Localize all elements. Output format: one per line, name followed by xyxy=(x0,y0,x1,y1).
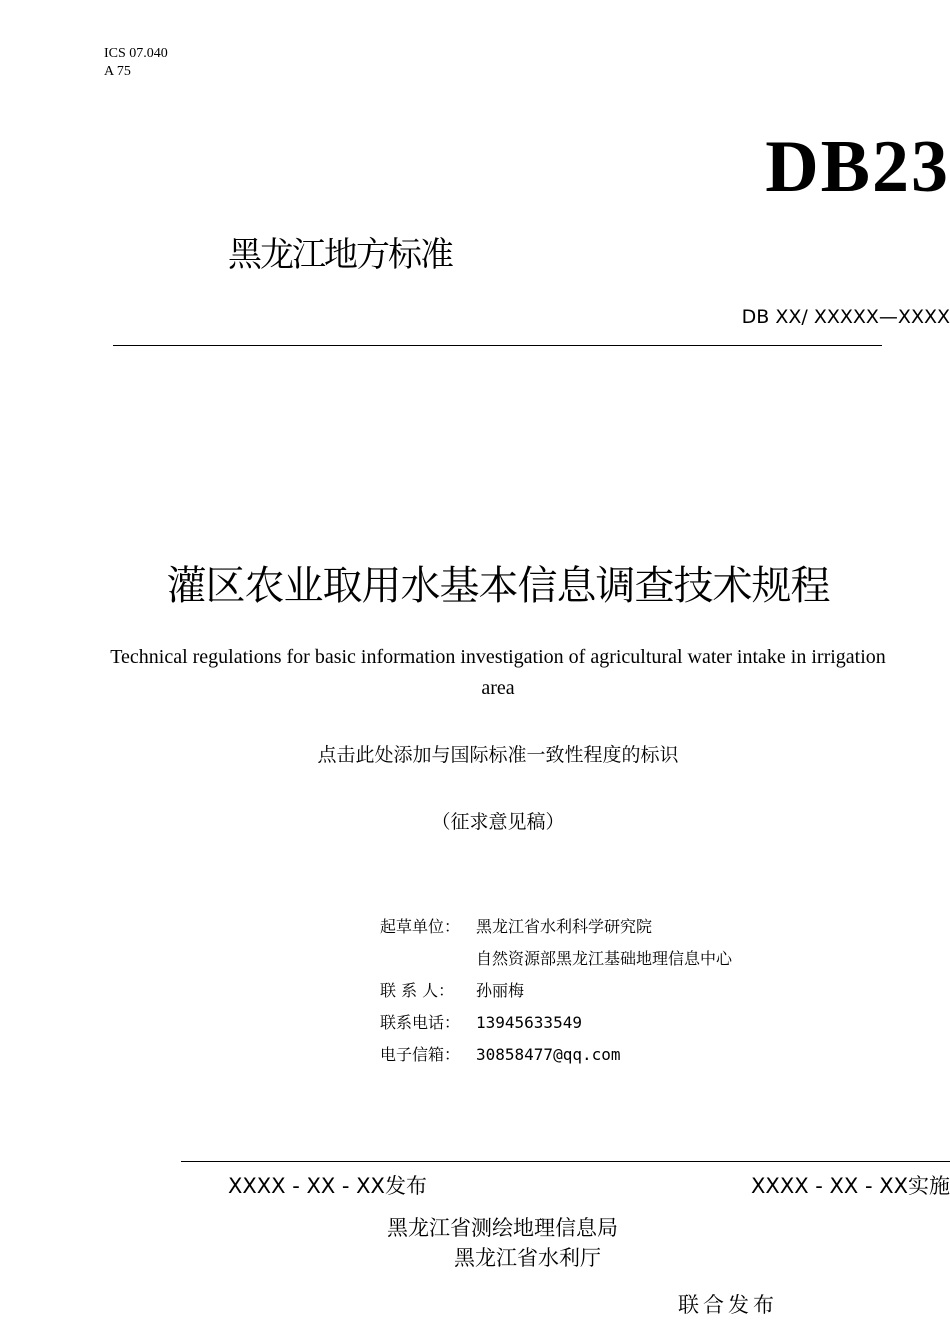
issuer-2: 黑龙江省水利厅 xyxy=(454,1246,601,1270)
phone-row xyxy=(380,1012,582,1034)
db-code: DB23 xyxy=(765,126,950,208)
consistency-note[interactable]: 点击此处添加与国际标准一致性程度的标识 xyxy=(317,744,679,766)
email-label: 电子信箱： xyxy=(380,1045,461,1064)
drafting-unit-row xyxy=(380,916,652,938)
ccs-code: A 75 xyxy=(104,64,131,79)
joint-release-label: 联合发布 xyxy=(678,1293,778,1317)
header-rule xyxy=(113,345,882,346)
contact-name: 孙丽梅 xyxy=(476,981,525,1000)
drafting-unit-label: 起草单位： xyxy=(380,917,461,936)
issuer-1: 黑龙江省测绘地理信息局 xyxy=(387,1216,618,1240)
local-standard-label: 黑龙江地方标准 xyxy=(228,235,452,275)
drafting-unit-2: 自然资源部黑龙江基础地理信息中心 xyxy=(476,949,733,968)
email-row xyxy=(380,1044,621,1066)
classification-codes xyxy=(104,45,168,81)
footer-rule xyxy=(181,1161,950,1162)
title-english: Technical regulations for basic information investigation of agricultural water intake in irrigation area xyxy=(110,646,886,699)
contact-row xyxy=(380,980,524,1002)
standard-number: DB XX/ XXXXX—XXXX xyxy=(741,306,950,328)
drafting-unit-1: 黑龙江省水利科学研究院 xyxy=(476,917,653,936)
email-address: 30858477@qq.com xyxy=(476,1045,621,1064)
publish-date: XXXX - XX - XX发布 xyxy=(228,1174,427,1198)
phone-label: 联系电话： xyxy=(380,1013,461,1032)
ics-code: ICS 07.040 xyxy=(104,46,168,61)
implement-date: XXXX - XX - XX实施 xyxy=(751,1174,950,1198)
title-chinese: 灌区农业取用水基本信息调查技术规程 xyxy=(166,563,830,609)
drafting-unit-row-2 xyxy=(380,948,732,970)
contact-label: 联 系 人： xyxy=(380,981,455,1000)
draft-status: （征求意见稿） xyxy=(431,811,565,833)
phone-number: 13945633549 xyxy=(476,1013,582,1032)
